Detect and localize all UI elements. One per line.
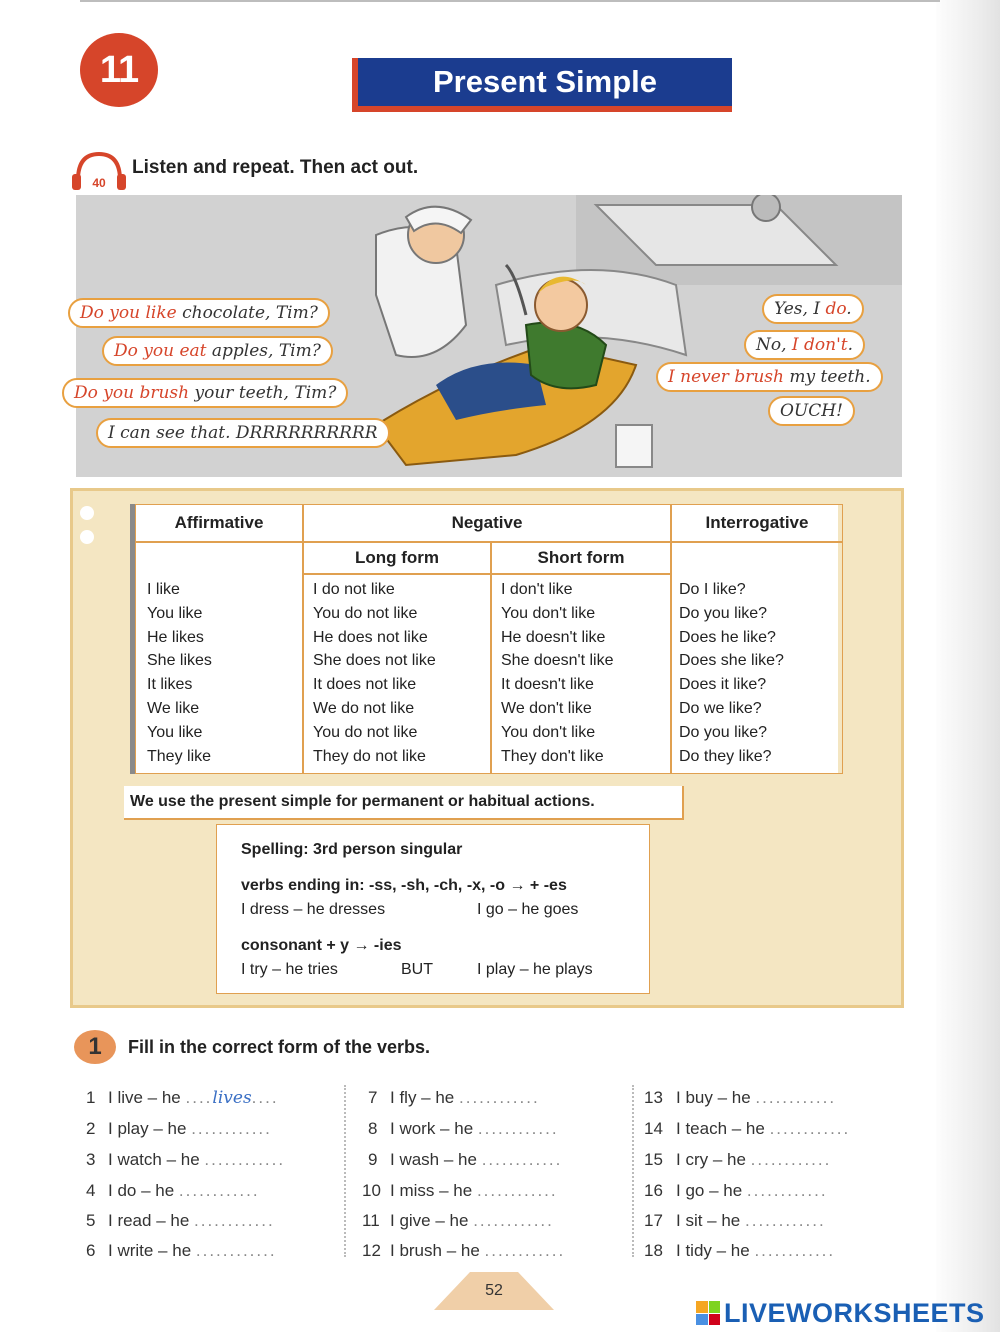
answer-input[interactable]: ............ <box>191 1119 272 1138</box>
form-item: We don't like <box>501 699 592 717</box>
form-item: She doesn't like <box>501 652 614 670</box>
top-rule <box>80 0 940 2</box>
spelling-but: BUT <box>401 961 433 978</box>
form-item: She likes <box>147 652 212 670</box>
spelling-title: Spelling: 3rd person singular <box>241 841 463 858</box>
page-title: Present Simple <box>352 58 732 112</box>
form-item: We do not like <box>313 699 415 717</box>
exercise-item: 14 I teach – he ............ <box>644 1119 851 1138</box>
form-item: Do they like? <box>679 747 772 765</box>
conjugation-table <box>130 504 838 774</box>
form-item: You do not like <box>313 604 418 622</box>
header-affirmative: Affirmative <box>135 504 303 542</box>
form-item: Does she like? <box>679 652 784 670</box>
page-number: 52 <box>485 1282 503 1299</box>
answer-input[interactable]: lives <box>212 1088 252 1108</box>
form-item: Does he like? <box>679 628 776 646</box>
panel-dot <box>80 506 94 520</box>
form-item: Do we like? <box>679 699 762 717</box>
answer-input[interactable]: ............ <box>204 1150 286 1169</box>
short-forms <box>501 578 613 768</box>
column-separator <box>344 1085 346 1257</box>
answer-input[interactable]: ............ <box>750 1150 832 1169</box>
speech-bubble-dentist-2: Do you eat apples, Tim? <box>102 336 333 366</box>
answer-input[interactable]: ............ <box>481 1150 563 1169</box>
exercise-item: 3 I watch – he ............ <box>86 1150 286 1169</box>
form-item: It does not like <box>313 676 417 694</box>
answer-input[interactable]: ............ <box>484 1241 566 1260</box>
exercise-item: 8 I work – he ............ <box>368 1119 559 1138</box>
form-item: Do you like? <box>679 723 768 741</box>
form-item: I don't like <box>501 581 573 598</box>
answer-input[interactable]: ............ <box>477 1119 559 1138</box>
form-item: It doesn't like <box>501 676 594 694</box>
form-item: They like <box>147 747 212 765</box>
answer-input[interactable]: ............ <box>755 1088 837 1107</box>
column-separator <box>632 1085 634 1257</box>
speech-bubble-dentist-3: Do you brush your teeth, Tim? <box>62 378 348 408</box>
spelling-rule-ies: consonant + y → -ies <box>241 937 402 954</box>
spelling-example: I try – he tries <box>241 961 338 978</box>
interrogative-forms <box>679 578 784 768</box>
form-item: Do I like? <box>679 581 746 598</box>
speech-bubble-dentist-1: Do you like chocolate, Tim? <box>68 298 330 328</box>
track-number: 40 <box>92 176 106 190</box>
exercise-item: 13 I buy – he ............ <box>644 1088 837 1107</box>
speech-bubble-tim-3: I never brush my teeth. <box>656 362 883 392</box>
exercise-item: 15 I cry – he ............ <box>644 1150 832 1169</box>
exercise-item: 6 I write – he ............ <box>86 1241 277 1260</box>
answer-input[interactable]: ............ <box>745 1211 826 1230</box>
unit-number-badge: 11 <box>80 33 158 107</box>
exercise-item: 11 I give – he ............ <box>362 1211 554 1230</box>
form-item: I like <box>147 581 180 598</box>
affirmative-forms <box>147 578 212 768</box>
exercise-number-badge: 1 <box>74 1030 116 1064</box>
form-item: Do you like? <box>679 604 768 622</box>
exercise-item: 9 I wash – he ............ <box>368 1150 563 1169</box>
answer-input[interactable]: ............ <box>178 1181 260 1200</box>
page-edge <box>936 0 1000 1332</box>
header-negative: Negative <box>303 504 671 542</box>
form-item: Does it like? <box>679 676 767 694</box>
answer-input[interactable]: ............ <box>194 1211 275 1230</box>
exercise-item: 5 I read – he ............ <box>86 1211 275 1230</box>
form-item: You like <box>147 723 203 741</box>
answer-input[interactable]: ............ <box>195 1241 277 1260</box>
form-item: He likes <box>147 628 204 646</box>
logo-icon <box>696 1301 720 1325</box>
headphones-icon <box>70 150 128 192</box>
exercise-item: 17 I sit – he ............ <box>644 1211 826 1230</box>
form-item: You do not like <box>313 723 418 741</box>
answer-input[interactable]: ............ <box>746 1181 828 1200</box>
usage-rule: We use the present simple for permanent or habitual actions. <box>124 786 684 820</box>
exercise-instruction: Fill in the correct form of the verbs. <box>128 1037 431 1057</box>
spelling-example: I dress – he dresses <box>241 901 386 918</box>
exercise-item: 18 I tidy – he ............ <box>644 1241 836 1260</box>
form-item: You don't like <box>501 723 596 741</box>
exercise-item: 2 I play – he ............ <box>86 1119 272 1138</box>
exercise-item: 7 I fly – he ............ <box>368 1088 540 1107</box>
form-item: I do not like <box>313 581 395 598</box>
speech-bubble-tim-1: Yes, I do. <box>762 294 864 324</box>
panel-dot <box>80 530 94 544</box>
spelling-example: I go – he goes <box>477 901 579 918</box>
answer-input[interactable]: ............ <box>473 1211 554 1230</box>
long-forms <box>313 578 436 768</box>
liveworksheets-logo <box>696 1297 985 1329</box>
exercise-item: 16 I go – he ............ <box>644 1181 828 1200</box>
exercise-item: 1 I live – he ....lives.... <box>86 1088 279 1108</box>
answer-input[interactable]: ............ <box>769 1119 851 1138</box>
form-item: He doesn't like <box>501 628 606 646</box>
spelling-example: I play – he plays <box>477 961 593 978</box>
speech-bubble-dentist-4: I can see that. DRRRRRRRRRR <box>96 418 390 448</box>
exercise-item: 10 I miss – he ............ <box>362 1181 558 1200</box>
form-item: They don't like <box>501 747 604 765</box>
form-item: He does not like <box>313 628 428 646</box>
listening-instruction: Listen and repeat. Then act out. <box>132 157 419 178</box>
header-interrogative: Interrogative <box>671 504 843 542</box>
form-item: She does not like <box>313 652 436 670</box>
spelling-box <box>216 824 650 994</box>
answer-input[interactable]: ............ <box>754 1241 836 1260</box>
exercise-item: 4 I do – he ............ <box>86 1181 260 1200</box>
speech-bubble-tim-2: No, I don't. <box>744 330 865 360</box>
spelling-rule-es: verbs ending in: -ss, -sh, -ch, -x, -o → + -es <box>241 877 567 894</box>
form-item: You like <box>147 604 203 622</box>
header-short-form: Short form <box>491 542 671 574</box>
header-long-form: Long form <box>303 542 491 574</box>
exercise-item: 12 I brush – he ............ <box>362 1241 566 1260</box>
answer-input[interactable]: ............ <box>476 1181 558 1200</box>
form-item: We like <box>147 699 200 717</box>
logo-text: LIVEWORKSHEETS <box>724 1297 985 1328</box>
form-item: It likes <box>147 676 193 694</box>
speech-bubble-tim-4: OUCH! <box>768 396 855 426</box>
form-item: They do not like <box>313 747 426 765</box>
form-item: You don't like <box>501 604 596 622</box>
answer-input[interactable]: ............ <box>459 1088 540 1107</box>
